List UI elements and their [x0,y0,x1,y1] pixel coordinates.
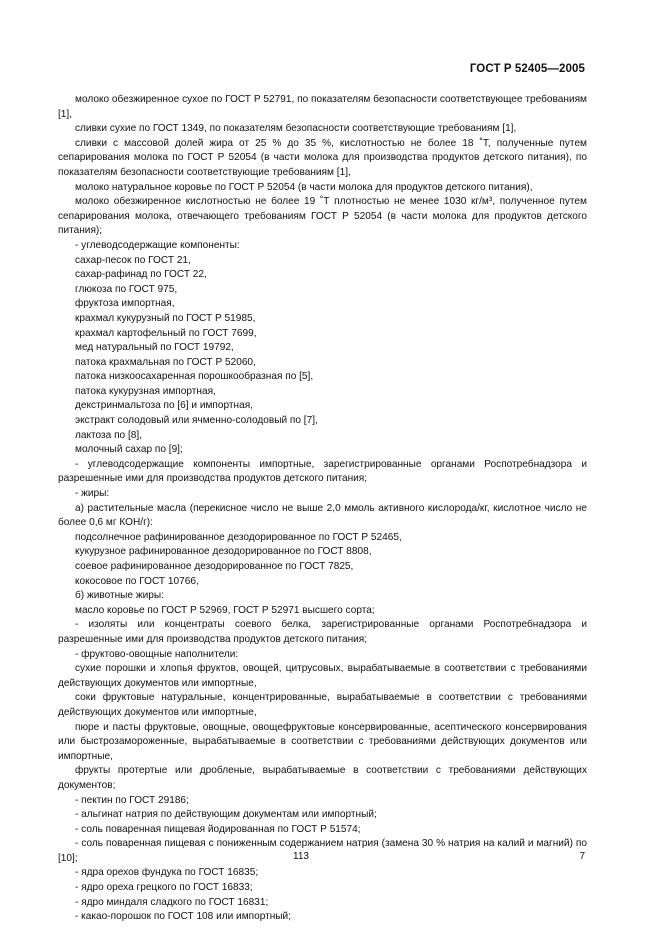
paragraph: - углеводсодержащие компоненты импортные, зарегистрированные органами Роспотребнадзора и разрешенные ими для производства продуктов детского питания; [58,458,587,485]
paragraph: фрукты протертые или дробленые, вырабатываемые в соответствии с требованиями действующих документов; [58,765,587,791]
list-item: крахмал кукурузный по ГОСТ Р 51985, [75,312,256,324]
list-item: лактоза по [8], [75,429,142,441]
list-item: - пектин по ГОСТ 29186; [75,794,189,806]
list-item: подсолнечное рафинированное дезодорированное по ГОСТ Р 52465, [75,531,402,543]
paragraph: молоко обезжиренное сухое по ГОСТ Р 52791, по показателям безопасности соответствующее требованиям [1], [58,94,587,120]
list-item: глюкоза по ГОСТ 975, [75,283,178,295]
list-item: патока низкоосахаренная порошкообразная по [5], [75,371,314,383]
list-item: сахар-рафинад по ГОСТ 22, [75,269,207,281]
list-item: б) животные жиры: [75,590,164,602]
list-item: - ядро ореха грецкого по ГОСТ 16833; [75,882,253,894]
list-item: - соль поваренная пищевая йодированная по ГОСТ Р 51574; [75,823,361,835]
list-heading: - фруктово-овощные наполнители: [75,648,239,660]
list-heading: - углеводсодержащие компоненты: [75,239,240,251]
list-item: крахмал картофельный по ГОСТ 7699, [75,327,257,339]
list-item: соевое рафинированное дезодорированное по ГОСТ 7825, [75,561,354,572]
list-item: - ядро миндаля сладкого по ГОСТ 16831; [75,896,269,908]
paragraph: сливки сухие по ГОСТ 1349, по показателям безопасности соответствующие требованиям [1], [75,123,517,135]
document-body [58,93,587,925]
paragraph: - соль поваренная пищевая с пониженным содержанием натрия (замена 30 % натрия на калий и магний) по [10]; [58,838,587,864]
paragraph: сухие порошки и хлопья фруктов, овощей, цитрусовых, вырабатываемые в соответствии с требованиями действующих документов или импортные, [58,663,587,689]
paragraph: молоко обезжиренное кислотностью не более 19 ˚Т плотностью не менее 1030 кг/м³, полученное путем сепарирования молока, отвечающего требованиям ГОСТ Р 52054 (в части молока для продуктов детского питания); [58,196,587,237]
paragraph: а) растительные масла (перекисное число не выше 2,0 ммоль активного кислорода/кг, кислотное число не более 0,6 мг КОН/г): [58,502,587,529]
list-item: экстракт солодовый или ячменно-солодовый по [7], [75,415,318,427]
list-item: патока кукурузная импортная, [75,385,216,397]
list-item: мед натуральный по ГОСТ 19792, [75,342,234,354]
document-standard-header: ГОСТ Р 52405—2005 [469,63,585,75]
paragraph: сливки с массовой долей жира от 25 % до 35 %, кислотностью не более 18 ˚Т, полученные путем сепарирования молока по ГОСТ Р 52054 (в части молока для производства продуктов детского питания), по показателям безопасности соответствующие требованиям [1], [58,137,587,178]
list-item: молочный сахар по [9]; [75,444,183,456]
page-number-center: 113 [293,851,309,862]
paragraph: - изоляты или концентраты соевого белка, зарегистрированные органами Роспотребнадзора и разрешенные ими для производства продуктов детского питания; [58,619,587,645]
list-item: патока крахмальная по ГОСТ Р 52060, [75,356,256,368]
list-item: - альгинат натрия по действующим документам или импортный; [75,809,377,821]
page-number-right: 7 [579,851,585,862]
list-item: кокосовое по ГОСТ 10766, [75,575,199,587]
paragraph: пюре и пасты фруктовые, овощные, овощефруктовые консервированные, асептического консервирования или быстрозамороженные, вырабатываемые в соответствии с требованиями действующих документов или импортные, [58,721,587,762]
list-item: - ядра орехов фундука по ГОСТ 16835; [75,867,259,879]
list-item: кукурузное рафинированное дезодорированное по ГОСТ 8808, [75,546,372,558]
paragraph: молоко натуральное коровье по ГОСТ Р 52054 (в части молока для продуктов детского питания), [75,181,533,193]
list-item: декстринмальтоза по [6] и импортная, [75,400,253,412]
list-item: фруктоза импортная, [75,298,175,310]
list-item: масло коровье по ГОСТ Р 52969, ГОСТ Р 52971 высшего сорта; [75,604,375,616]
paragraph: соки фруктовые натуральные, концентрированные, вырабатываемые в соответствии с требованиями действующих документов или импортные, [58,692,587,718]
list-heading: - жиры: [75,488,110,500]
list-item: - какао-порошок по ГОСТ 108 или импортный; [75,911,291,923]
list-item: сахар-песок по ГОСТ 21, [75,254,191,266]
